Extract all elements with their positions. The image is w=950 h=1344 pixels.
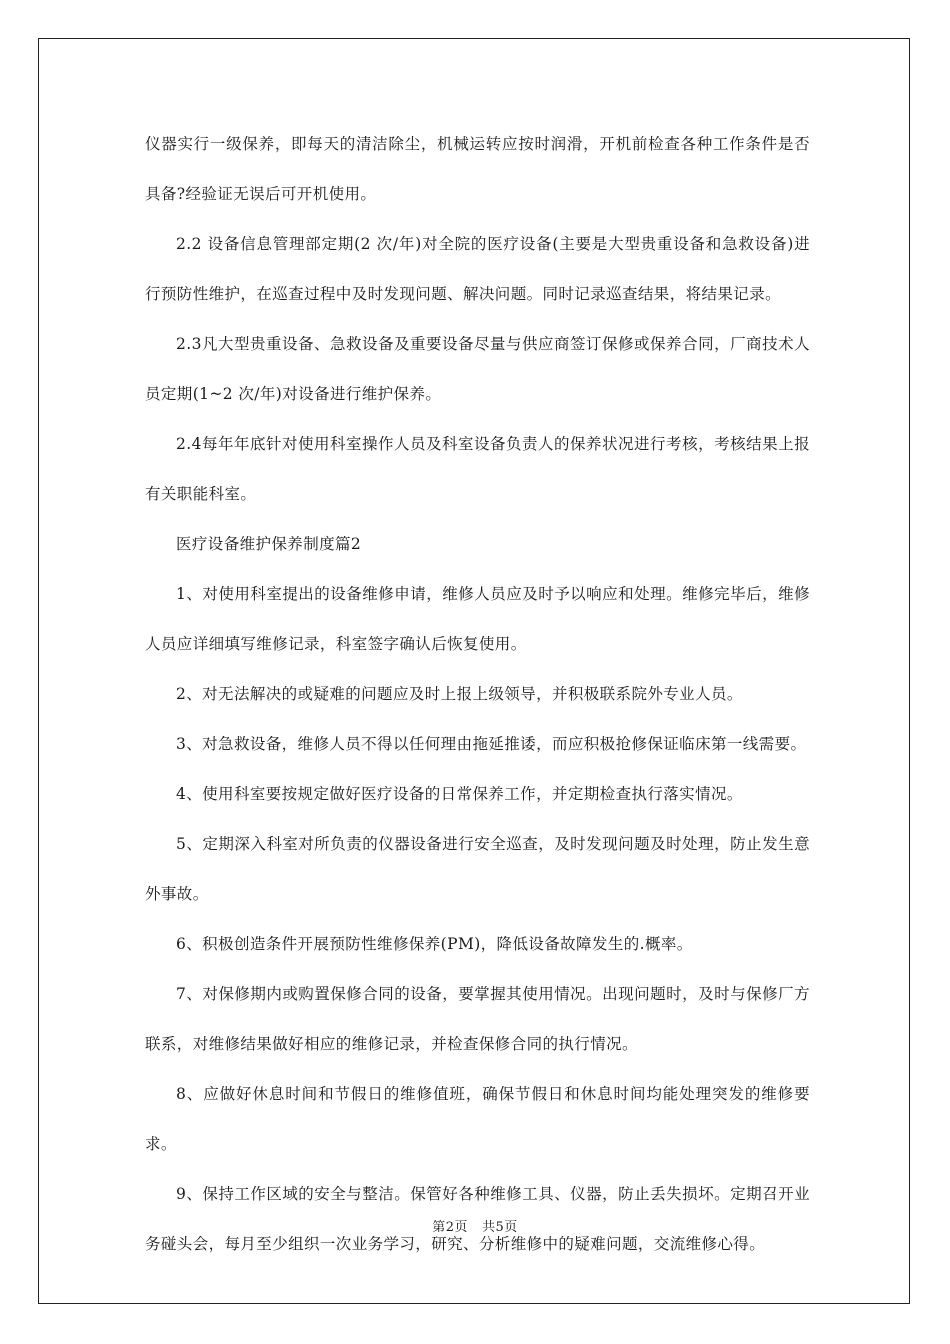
paragraph: 7、对保修期内或购置保修合同的设备，要掌握其使用情况。出现问题时，及时与保修厂方联系，对维修结果做好相应的维修记录，并检查保修合同的执行情况。 (145, 985, 810, 1053)
page-number: 第2页 (432, 1220, 468, 1235)
page-total: 共5页 (482, 1220, 518, 1235)
paragraph: 6、积极创造条件开展预防性维修保养(PM)，降低设备故障发生的.概率。 (176, 935, 693, 953)
paragraph: 2.2 设备信息管理部定期(2 次/年)对全院的医疗设备(主要是大型贵重设备和急救设备)进行预防性维护，在巡查过程中及时发现问题、解决问题。同时记录巡查结果，将结果记录。 (145, 235, 810, 303)
paragraph: 5、定期深入科室对所负责的仪器设备进行安全巡查，及时发现问题及时处理，防止发生意外事故。 (145, 835, 810, 903)
paragraph: 2.3凡大型贵重设备、急救设备及重要设备尽量与供应商签订保修或保养合同，厂商技术人员定期(1~2 次/年)对设备进行维护保养。 (145, 335, 810, 403)
paragraph: 1、对使用科室提出的设备维修申请，维修人员应及时予以响应和处理。维修完毕后，维修人员应详细填写维修记录，科室签字确认后恢复使用。 (145, 585, 810, 653)
page-footer (0, 1216, 950, 1235)
paragraph: 2.4每年年底针对使用科室操作人员及科室设备负责人的保养状况进行考核，考核结果上报有关职能科室。 (145, 435, 810, 503)
paragraph: 9、保持工作区域的安全与整洁。保管好各种维修工具、仪器，防止丢失损坏。定期召开业务碰头会，每月至少组织一次业务学习，研究、分析维修中的疑难问题，交流维修心得。 (145, 1185, 810, 1253)
paragraph: 2、对无法解决的或疑难的问题应及时上报上级领导，并积极联系院外专业人员。 (176, 685, 743, 703)
paragraph: 3、对急救设备，维修人员不得以任何理由拖延推诿，而应积极抢修保证临床第一线需要。 (176, 735, 807, 753)
document-body (145, 119, 810, 1269)
paragraph: 8、应做好休息时间和节假日的维修值班，确保节假日和休息时间均能处理突发的维修要求。 (145, 1085, 810, 1153)
paragraph: 仪器实行一级保养，即每天的清洁除尘，机械运转应按时润滑，开机前检查各种工作条件是否具备?经验证无误后可开机使用。 (145, 135, 810, 203)
paragraph: 4、使用科室要按规定做好医疗设备的日常保养工作，并定期检查执行落实情况。 (176, 785, 743, 803)
section-heading: 医疗设备维护保养制度篇2 (176, 535, 362, 553)
